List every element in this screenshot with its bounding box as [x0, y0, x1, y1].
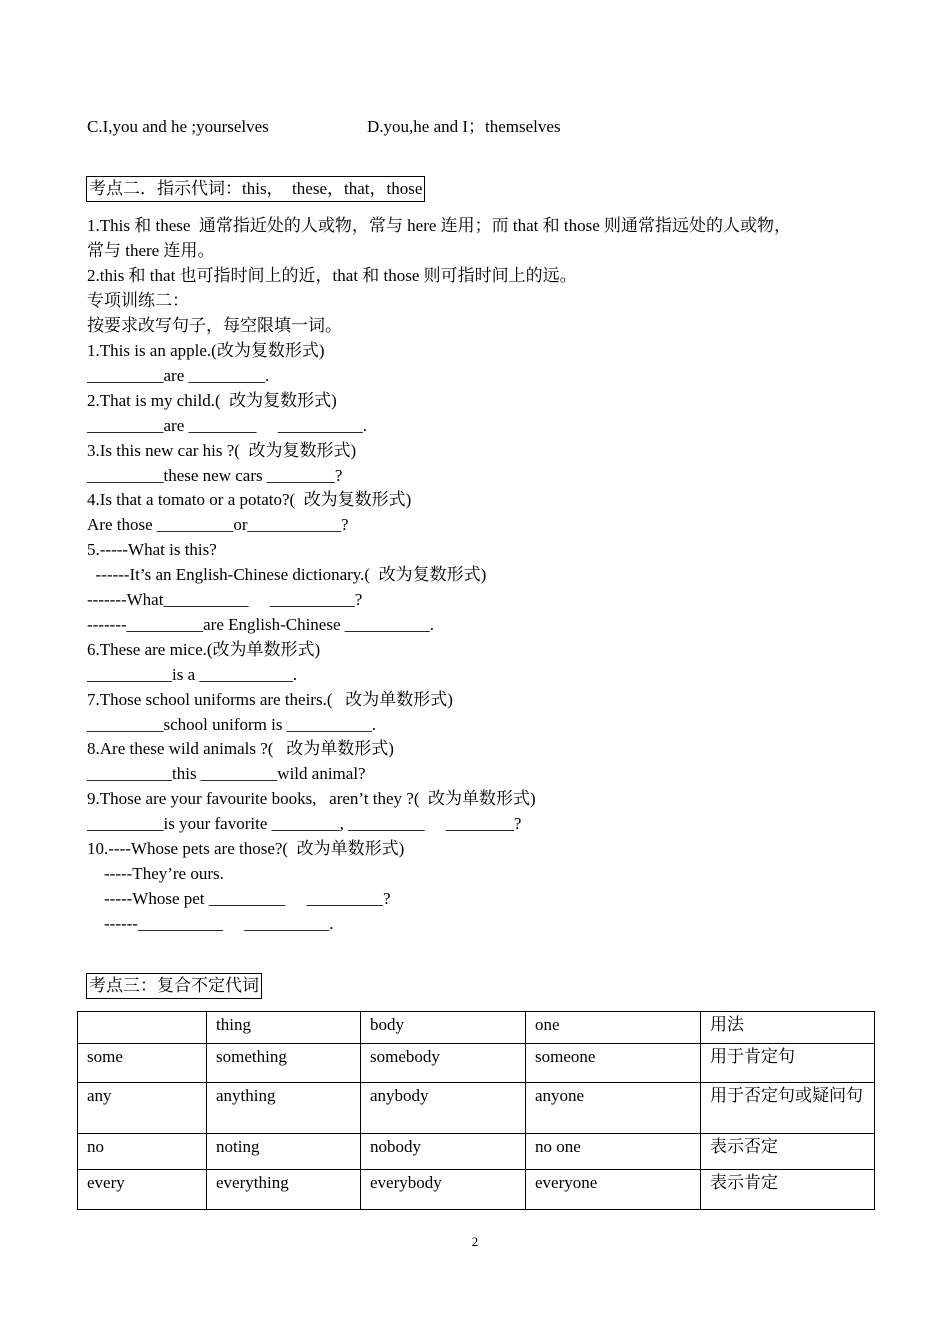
exercise-line: -------_________are English-Chinese __________.: [87, 615, 435, 634]
exercise-line: -----They’re ours.: [87, 864, 224, 883]
exercise-line: 9.Those are your favourite books, aren’t they ?( 改为单数形式): [87, 789, 536, 808]
training-title: 专项训练二：: [87, 291, 189, 310]
table-cell: no one: [526, 1134, 701, 1170]
compound-pronoun-table: [77, 1011, 875, 1210]
table-row: [78, 1134, 875, 1170]
table-cell: some: [78, 1044, 207, 1083]
exercise-line: 2.That is my child.( 改为复数形式): [87, 391, 337, 410]
table-cell: body: [361, 1012, 526, 1044]
table-cell: every: [78, 1170, 207, 1210]
table-cell: 用于否定句或疑问句: [701, 1083, 875, 1134]
exercise-line: 1.This is an apple.(改为复数形式): [87, 341, 325, 360]
table-cell: any: [78, 1083, 207, 1134]
page-number: 2: [471, 1234, 479, 1249]
table-cell: no: [78, 1134, 207, 1170]
exercise-line: 6.These are mice.(改为单数形式): [87, 640, 321, 659]
table-cell: 表示肯定: [701, 1170, 875, 1210]
table-cell: nobody: [361, 1134, 526, 1170]
table-cell: someone: [526, 1044, 701, 1083]
exercise-line: -------What__________ __________?: [87, 590, 363, 609]
exercise-line: ------It’s an English-Chinese dictionary.( 改为复数形式): [87, 565, 487, 584]
section2-heading: 考点二．指示代词：this， these，that，those: [86, 176, 425, 202]
rule1-line1: 1.This 和 these 通常指近处的人或物，常与 here 连用；而 that 和 those 则通常指远处的人或物，: [87, 216, 792, 235]
exercise-line: _________school uniform is __________.: [87, 715, 376, 734]
table-cell: 用于肯定句: [701, 1044, 875, 1083]
exercise-line: _________is your favorite ________, _________ ________?: [87, 814, 522, 833]
table-row: [78, 1044, 875, 1083]
exercise-line: Are those _________or___________?: [87, 515, 349, 534]
table-cell: something: [207, 1044, 361, 1083]
instructions: 按要求改写句子，每空限填一词。: [87, 316, 342, 335]
exercise-line: 7.Those school uniforms are theirs.( 改为单数形式): [87, 690, 453, 709]
option-d: D.you,he and I；themselves: [367, 117, 561, 136]
table-cell: everyone: [526, 1170, 701, 1210]
table-cell: 用法: [701, 1012, 875, 1044]
exercise-line: _________are _________.: [87, 366, 270, 385]
table-cell: thing: [207, 1012, 361, 1044]
rule2: 2.this 和 that 也可指时间上的近，that 和 those 则可指时间上的远。: [87, 266, 577, 285]
section3-heading: 考点三：复合不定代词: [86, 973, 262, 999]
table-cell: anybody: [361, 1083, 526, 1134]
table-cell: somebody: [361, 1044, 526, 1083]
exercise-line: _________are ________ __________.: [87, 416, 368, 435]
table-row: [78, 1170, 875, 1210]
table-header-row: [78, 1012, 875, 1044]
table-cell: noting: [207, 1134, 361, 1170]
exercise-line: _________these new cars ________?: [87, 466, 343, 485]
table-row: [78, 1083, 875, 1134]
table-cell: anything: [207, 1083, 361, 1134]
table-cell: [78, 1012, 207, 1044]
exercise-line: __________is a ___________.: [87, 665, 298, 684]
exercise-line: ------__________ __________.: [87, 914, 334, 933]
exercise-line: 8.Are these wild animals ?( 改为单数形式): [87, 739, 394, 758]
rule1-line2: 常与 there 连用。: [87, 241, 215, 260]
option-c: C.I,you and he ;yourselves: [87, 117, 269, 136]
exercise-line: __________this _________wild animal?: [87, 764, 366, 783]
table-cell: one: [526, 1012, 701, 1044]
table-cell: 表示否定: [701, 1134, 875, 1170]
exercise-line: 5.-----What is this?: [87, 540, 217, 559]
exercise-line: 4.Is that a tomato or a potato?( 改为复数形式): [87, 490, 412, 509]
table-cell: everything: [207, 1170, 361, 1210]
exercise-line: 3.Is this new car his ?( 改为复数形式): [87, 441, 357, 460]
table-cell: anyone: [526, 1083, 701, 1134]
exercise-line: 10.----Whose pets are those?( 改为单数形式): [87, 839, 405, 858]
table-cell: everybody: [361, 1170, 526, 1210]
exercise-line: -----Whose pet _________ _________?: [87, 889, 391, 908]
